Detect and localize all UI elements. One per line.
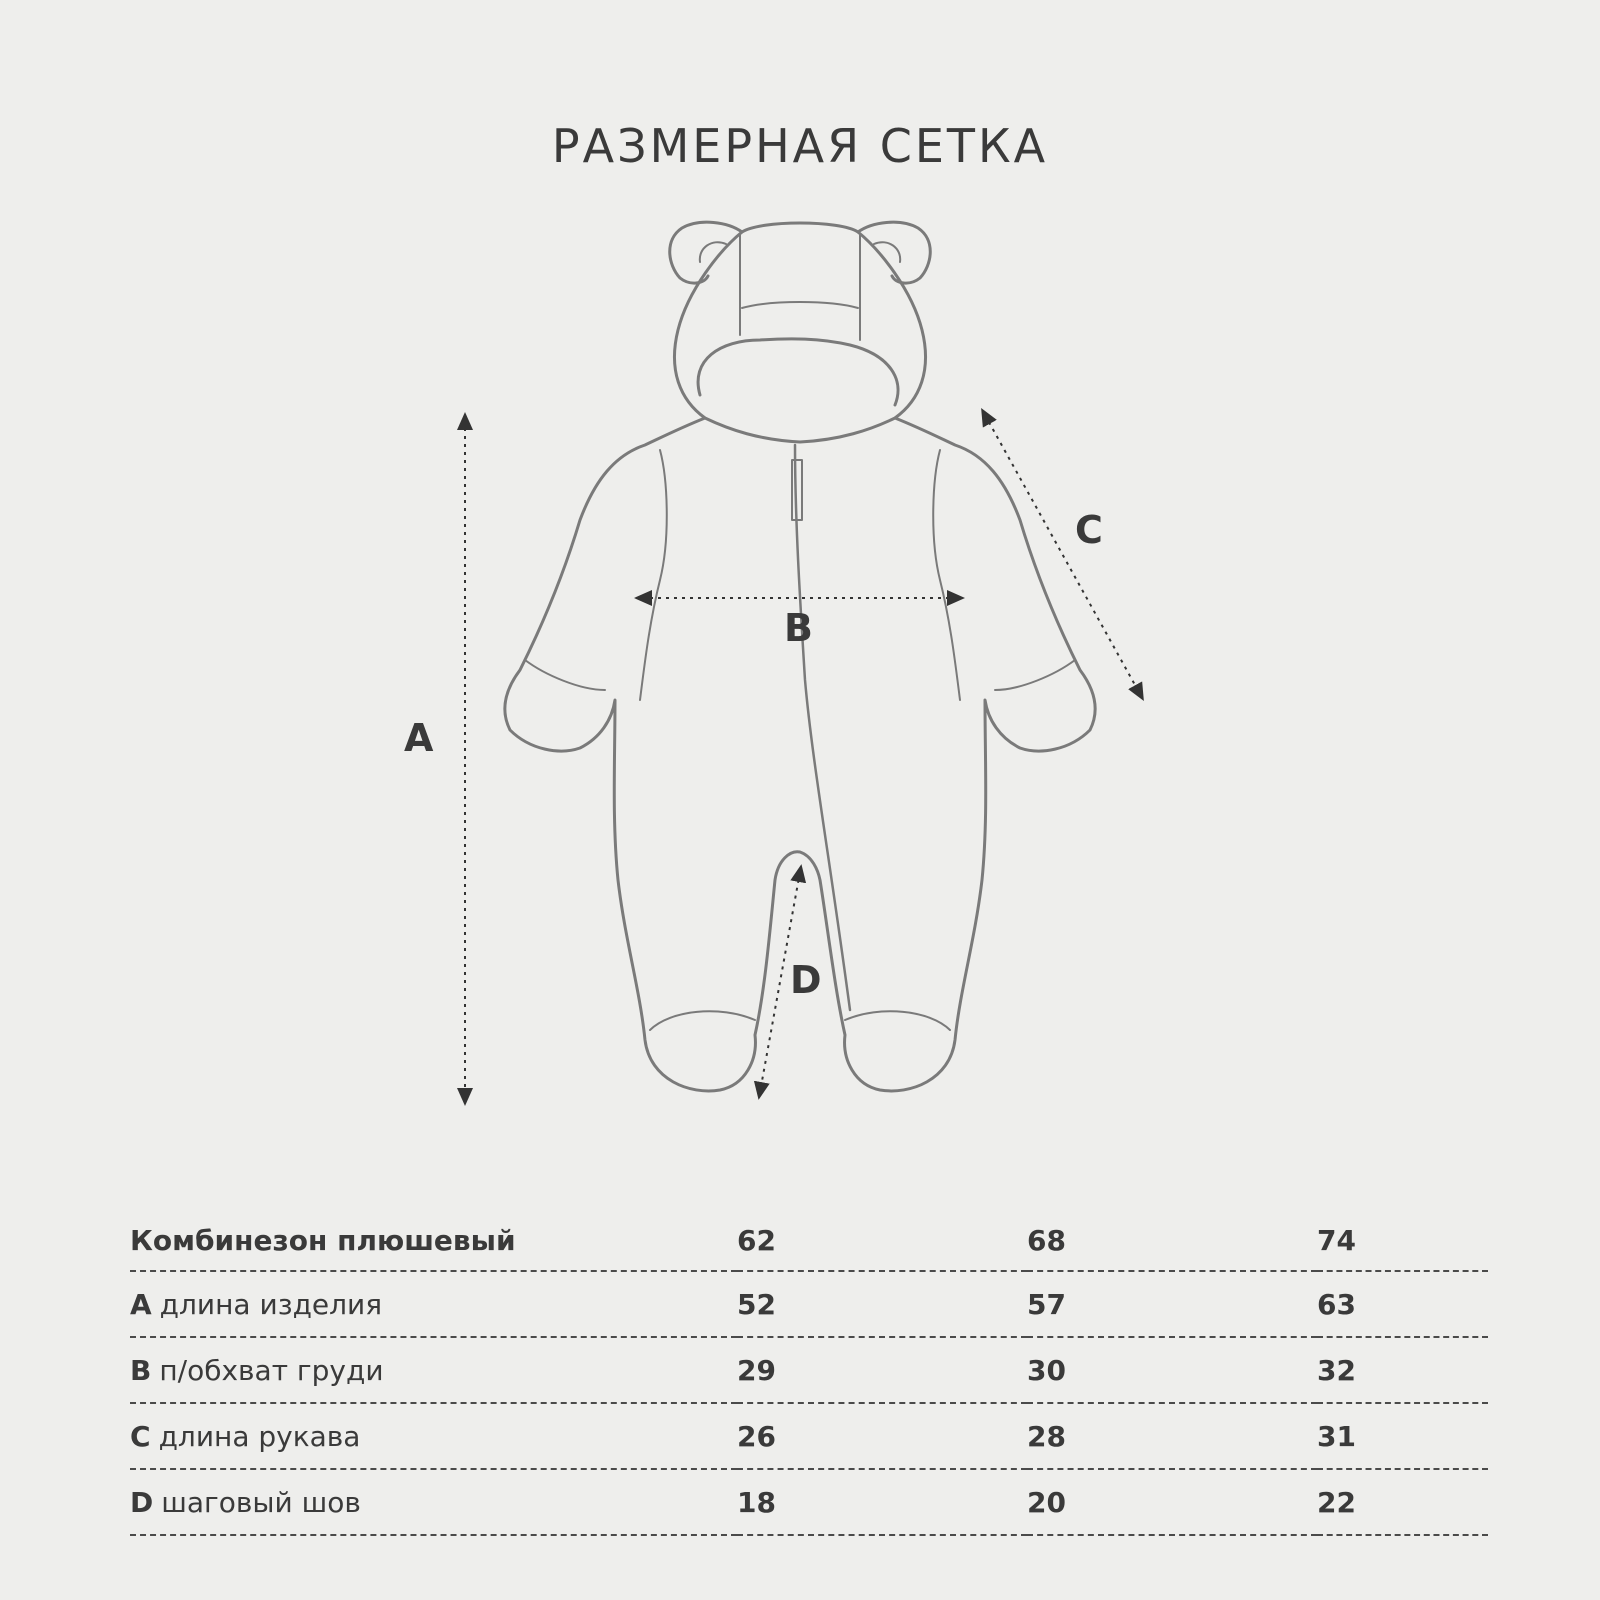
- row-label: [130, 1403, 737, 1469]
- row-letter: D: [130, 1485, 154, 1519]
- table-cell: 29: [737, 1337, 1027, 1403]
- table-cell: 28: [1027, 1403, 1317, 1469]
- row-letter: B: [130, 1353, 152, 1387]
- table-cell: 52: [737, 1271, 1027, 1337]
- row-text: п/обхват груди: [159, 1353, 384, 1387]
- table-row: [130, 1403, 1488, 1469]
- dimension-label-a: A: [404, 716, 434, 760]
- row-label: [130, 1469, 737, 1535]
- dimension-label-d: D: [790, 958, 822, 1002]
- size-table-header: [130, 1210, 1488, 1271]
- row-text: длина изделия: [159, 1287, 383, 1321]
- table-cell: 22: [1317, 1469, 1488, 1535]
- row-text: шаговый шов: [161, 1485, 361, 1519]
- table-cell: 57: [1027, 1271, 1317, 1337]
- table-cell: 31: [1317, 1403, 1488, 1469]
- dimension-label-b: B: [784, 606, 813, 650]
- table-cell: 20: [1027, 1469, 1317, 1535]
- hood-outline: [674, 223, 925, 442]
- product-name: Комбинезон плюшевый: [130, 1210, 737, 1271]
- table-cell: 18: [737, 1469, 1027, 1535]
- zipper-line: [795, 445, 850, 1010]
- size-header-68: 68: [1027, 1210, 1317, 1271]
- table-cell: 32: [1317, 1337, 1488, 1403]
- size-header-74: 74: [1317, 1210, 1488, 1271]
- row-label: [130, 1271, 737, 1337]
- row-letter: A: [130, 1287, 152, 1321]
- dimension-line-c: [985, 415, 1140, 694]
- table-row: [130, 1271, 1488, 1337]
- page-title: РАЗМЕРНАЯ СЕТКА: [551, 118, 1049, 173]
- table-row: [130, 1337, 1488, 1403]
- size-header-62: 62: [737, 1210, 1027, 1271]
- row-label: [130, 1337, 737, 1403]
- dimension-label-c: C: [1075, 508, 1103, 552]
- table-cell: 63: [1317, 1271, 1488, 1337]
- table-cell: 26: [737, 1403, 1027, 1469]
- size-table: [130, 1210, 1488, 1536]
- table-row: [130, 1469, 1488, 1535]
- row-letter: C: [130, 1419, 151, 1453]
- row-text: длина рукава: [158, 1419, 361, 1453]
- table-cell: 30: [1027, 1337, 1317, 1403]
